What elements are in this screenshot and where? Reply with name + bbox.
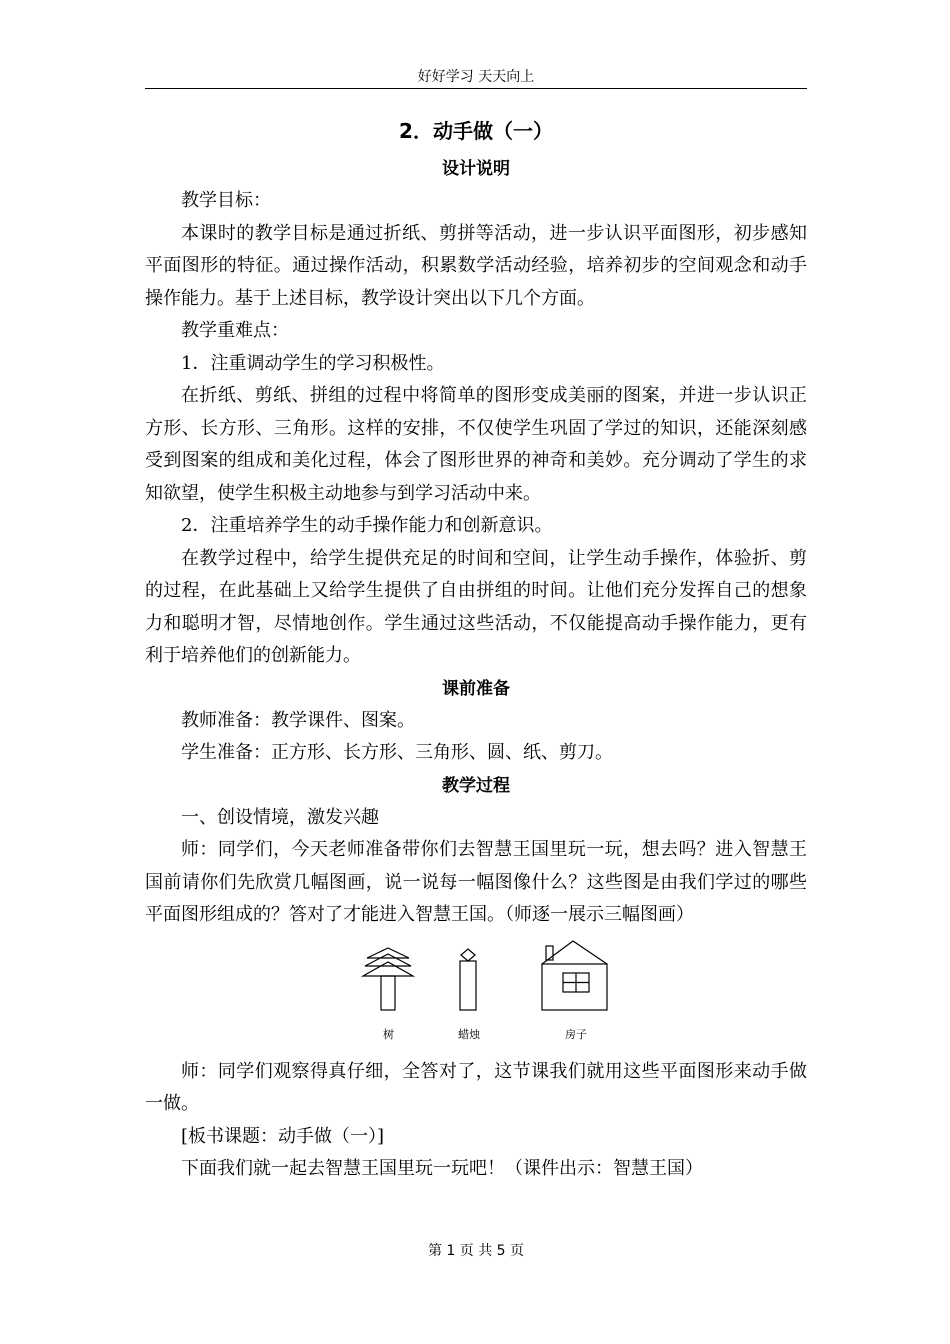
tree-label: 树 [383,1027,394,1041]
paragraph: 学生准备：正方形、长方形、三角形、圆、纸、剪刀。 [181,742,613,763]
paragraph: 2．注重培养学生的动手操作能力和创新意识。 [181,515,553,536]
paragraph: 下面我们就一起去智慧王国里玩一玩吧！（课件出示：智慧王国） [181,1158,703,1179]
paragraph: 一、创设情境，激发兴趣 [181,806,379,828]
paragraph: 本课时的教学目标是通过折纸、剪拼等活动，进一步认识平面图形，初步感知平面图形的特征。通过操作活动，积累数学活动经验，培养初步的空间观念和动手操作能力。基于上述目标，教学设计突出以下几个方面。 [145,222,807,309]
paragraph: 教学目标： [181,190,271,211]
candle-label: 蜡烛 [458,1027,480,1041]
section-heading-process: 教学过程 [442,775,510,796]
paragraph: 教学重难点： [181,320,289,341]
page-footer: 第 1 页 共 5 页 [427,1243,525,1259]
paragraph: 1．注重调动学生的学习积极性。 [181,352,445,374]
paragraph: 师：同学们观察得真仔细，全答对了，这节课我们就用这些平面图形来动手做一做。 [145,1060,807,1114]
paragraph: 师：同学们，今天老师准备带你们去智慧王国里玩一玩，想去吗？进入智慧王国前请你们先欣赏几幅图画，说一说每一幅图像什么？这些图是由我们学过的哪些平面图形组成的？答对了才能进入智慧王国。（师逐一展示三幅图画） [145,839,807,925]
tree-drawing [363,948,413,1010]
paragraph: 在折纸、剪纸、拼组的过程中将简单的图形变成美丽的图案，并进一步认识正方形、长方形、三角形。这样的安排，不仅使学生巩固了学过的知识，还能深刻感受到图案的组成和美化过程，体会了图形世界的神奇和美妙。充分调动了学生的求知欲望，使学生积极主动地参与到学习活动中来。 [145,385,807,504]
house-drawing [542,941,607,1010]
section-heading-design: 设计说明 [442,159,510,179]
shape-pictures-figure [145,940,807,1052]
house-label: 房子 [565,1027,587,1041]
paragraph: 教师准备：教学课件、图案。 [181,709,415,731]
paragraph: [板书课题：动手做（一）] [181,1125,385,1147]
page-header: 好好学习 天天向上 [417,69,535,85]
section-heading-prep: 课前准备 [442,678,510,699]
lesson-title: 2．动手做（一） [399,119,553,143]
paragraph: 在教学过程中，给学生提供充足的时间和空间，让学生动手操作，体验折、剪的过程，在此基础上又给学生提供了自由拼组的时间。让他们充分发挥自己的想象力和聪明才智，尽情地创作。学生通过这些活动，不仅能提高动手操作能力，更有利于培养他们的创新能力。 [145,547,807,666]
header-divider [145,88,807,89]
document-body [145,115,807,1186]
candle-drawing [460,949,476,1010]
